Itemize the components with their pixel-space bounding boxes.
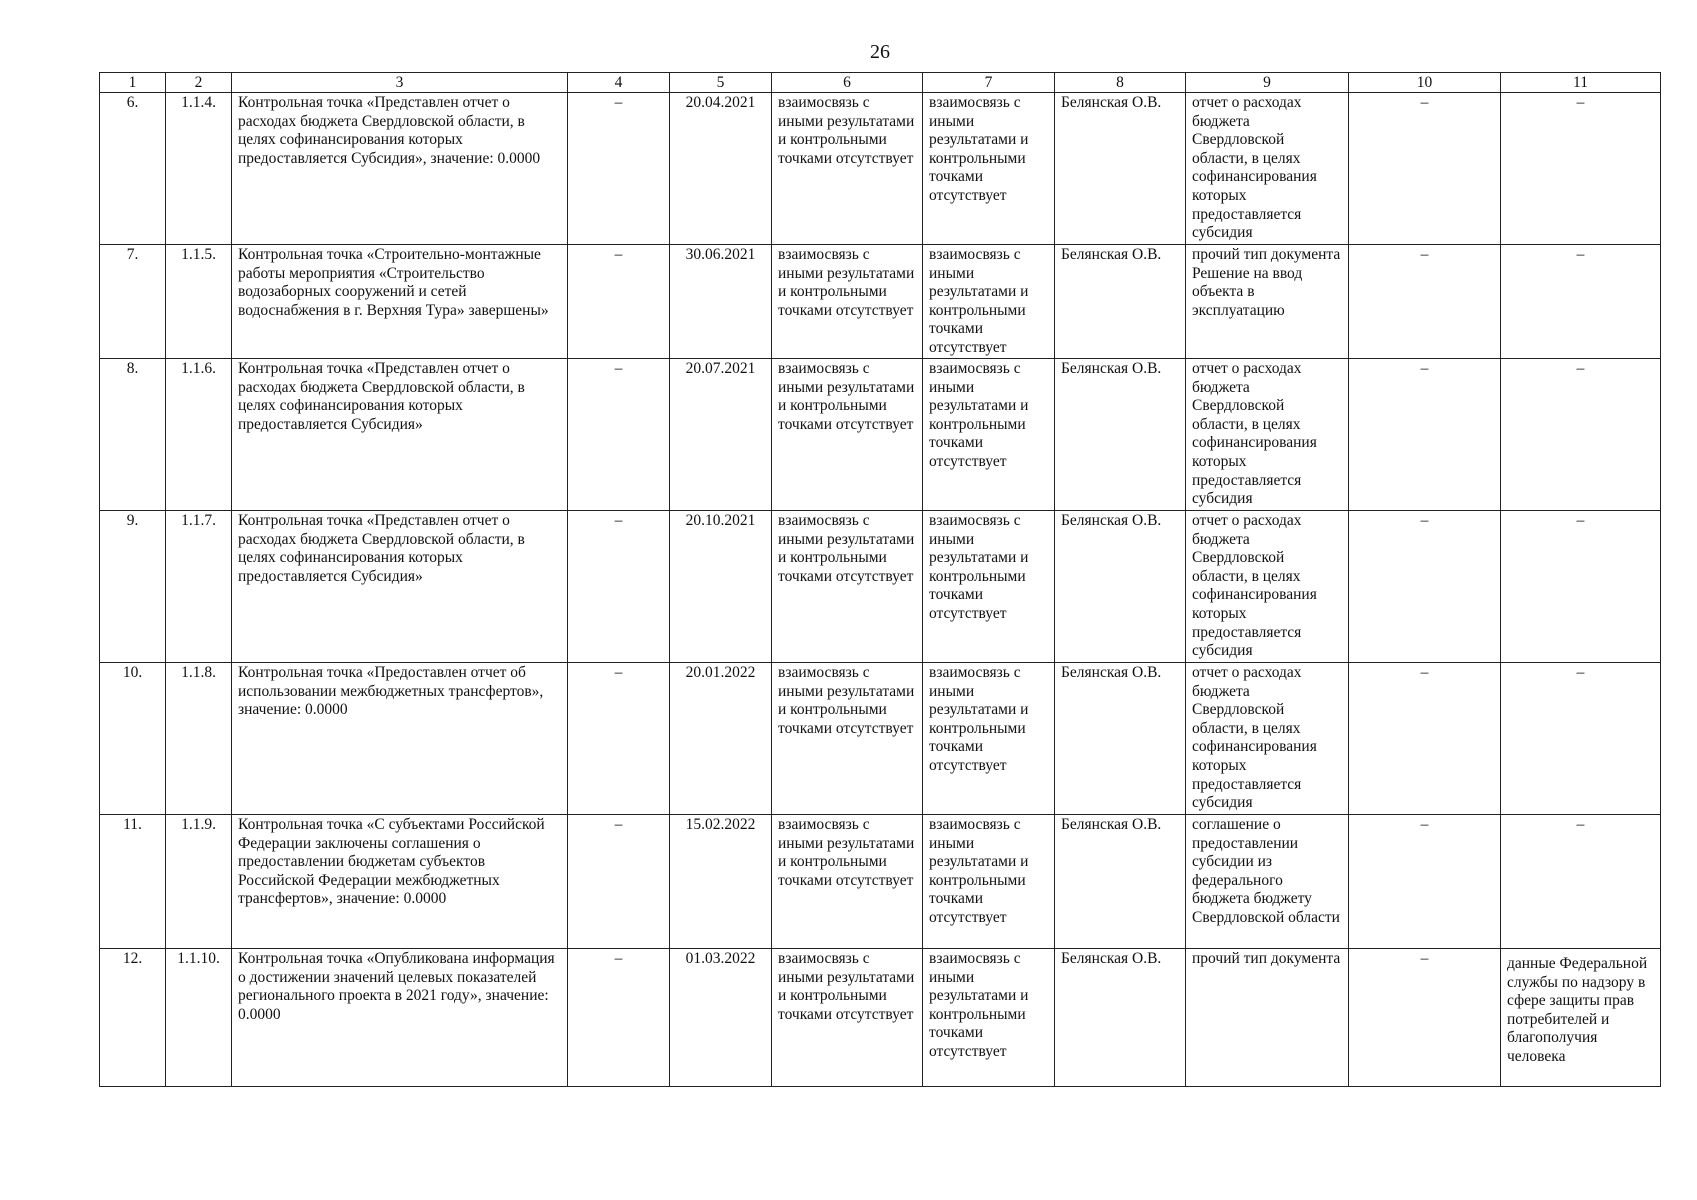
responsible: Белянская О.В. [1055, 949, 1186, 1087]
responsible: Белянская О.В. [1055, 93, 1186, 245]
document-type: соглашение о предоставлении субсидии из федерального бюджета бюджету Свердловской области [1186, 815, 1349, 949]
row-code: 1.1.4. [166, 93, 232, 245]
header-cell: 3 [232, 73, 568, 93]
table-row [100, 511, 1661, 663]
row-number: 10. [100, 663, 166, 815]
col11-value: – [1501, 245, 1661, 359]
control-point-name: Контрольная точка «Представлен отчет о расходах бюджета Свердловской области, в целях софинансирования которых предоставляется Субсидия», значение: 0.0000 [232, 93, 568, 245]
row-code: 1.1.7. [166, 511, 232, 663]
due-date: 20.07.2021 [670, 359, 772, 511]
row-number: 8. [100, 359, 166, 511]
link-prev: взаимосвязь с иными результатами и контрольными точками отсутствует [772, 815, 923, 949]
document-type: отчет о расходах бюджета Свердловской области, в целях софинансирования которых предоставляется субсидия [1186, 663, 1349, 815]
link-next: взаимосвязь с иными результатами и контрольными точками отсутствует [923, 93, 1055, 245]
table-row [100, 815, 1661, 949]
col4-value: – [568, 93, 670, 245]
link-prev: взаимосвязь с иными результатами и контрольными точками отсутствует [772, 511, 923, 663]
header-row [100, 73, 1661, 93]
control-point-name: Контрольная точка «Предоставлен отчет об использовании межбюджетных трансфертов», значение: 0.0000 [232, 663, 568, 815]
row-code: 1.1.5. [166, 245, 232, 359]
link-prev: взаимосвязь с иными результатами и контрольными точками отсутствует [772, 245, 923, 359]
row-code: 1.1.10. [166, 949, 232, 1087]
header-cell: 4 [568, 73, 670, 93]
col4-value: – [568, 949, 670, 1087]
header-cell: 6 [772, 73, 923, 93]
col11-value: – [1501, 663, 1661, 815]
control-point-name: Контрольная точка «С субъектами Российской Федерации заключены соглашения о предоставлении бюджетам субъектов Российской Федерации межбюджетных трансфертов», значение: 0.0000 [232, 815, 568, 949]
table-row [100, 949, 1661, 1087]
col11-value: – [1501, 359, 1661, 511]
document-type: отчет о расходах бюджета Свердловской области, в целях софинансирования которых предоставляется субсидия [1186, 511, 1349, 663]
due-date: 20.04.2021 [670, 93, 772, 245]
link-next: взаимосвязь с иными результатами и контрольными точками отсутствует [923, 949, 1055, 1087]
page-number: 26 [870, 41, 890, 63]
responsible: Белянская О.В. [1055, 663, 1186, 815]
table-row [100, 93, 1661, 245]
due-date: 01.03.2022 [670, 949, 772, 1087]
header-cell: 11 [1501, 73, 1661, 93]
row-number: 6. [100, 93, 166, 245]
due-date: 20.10.2021 [670, 511, 772, 663]
document-type: отчет о расходах бюджета Свердловской области, в целях софинансирования которых предоставляется субсидия [1186, 359, 1349, 511]
row-number: 9. [100, 511, 166, 663]
link-next: взаимосвязь с иными результатами и контрольными точками отсутствует [923, 511, 1055, 663]
due-date: 30.06.2021 [670, 245, 772, 359]
header-cell: 5 [670, 73, 772, 93]
col4-value: – [568, 359, 670, 511]
row-code: 1.1.6. [166, 359, 232, 511]
header-cell: 2 [166, 73, 232, 93]
header-cell: 9 [1186, 73, 1349, 93]
control-point-name: Контрольная точка «Опубликована информация о достижении значений целевых показателей регионального проекта в 2021 году», значение: 0.0000 [232, 949, 568, 1087]
row-number: 12. [100, 949, 166, 1087]
link-prev: взаимосвязь с иными результатами и контрольными точками отсутствует [772, 359, 923, 511]
col11-value: – [1501, 815, 1661, 949]
table-row [100, 663, 1661, 815]
row-code: 1.1.9. [166, 815, 232, 949]
responsible: Белянская О.В. [1055, 815, 1186, 949]
col10-value: – [1349, 815, 1501, 949]
table-row [100, 359, 1661, 511]
document-type: отчет о расходах бюджета Свердловской области, в целях софинансирования которых предоставляется субсидия [1186, 93, 1349, 245]
header-cell: 1 [100, 73, 166, 93]
col10-value: – [1349, 93, 1501, 245]
link-prev: взаимосвязь с иными результатами и контрольными точками отсутствует [772, 663, 923, 815]
col4-value: – [568, 815, 670, 949]
col10-value: – [1349, 949, 1501, 1087]
link-next: взаимосвязь с иными результатами и контрольными точками отсутствует [923, 663, 1055, 815]
col11-value: – [1501, 511, 1661, 663]
header-cell: 7 [923, 73, 1055, 93]
col4-value: – [568, 245, 670, 359]
responsible: Белянская О.В. [1055, 245, 1186, 359]
control-point-name: Контрольная точка «Представлен отчет о расходах бюджета Свердловской области, в целях софинансирования которых предоставляется Субсидия» [232, 359, 568, 511]
col10-value: – [1349, 245, 1501, 359]
row-code: 1.1.8. [166, 663, 232, 815]
due-date: 20.01.2022 [670, 663, 772, 815]
responsible: Белянская О.В. [1055, 511, 1186, 663]
link-next: взаимосвязь с иными результатами и контрольными точками отсутствует [923, 245, 1055, 359]
col10-value: – [1349, 511, 1501, 663]
document-type: прочий тип документа [1186, 949, 1349, 1087]
table-row [100, 245, 1661, 359]
header-cell: 8 [1055, 73, 1186, 93]
due-date: 15.02.2022 [670, 815, 772, 949]
col10-value: – [1349, 663, 1501, 815]
header-cell: 10 [1349, 73, 1501, 93]
document-type: прочий тип документа Решение на ввод объекта в эксплуатацию [1186, 245, 1349, 359]
link-next: взаимосвязь с иными результатами и контрольными точками отсутствует [923, 359, 1055, 511]
col10-value: – [1349, 359, 1501, 511]
responsible: Белянская О.В. [1055, 359, 1186, 511]
col4-value: – [568, 663, 670, 815]
link-prev: взаимосвязь с иными результатами и контрольными точками отсутствует [772, 949, 923, 1087]
control-point-name: Контрольная точка «Представлен отчет о расходах бюджета Свердловской области, в целях софинансирования которых предоставляется Субсидия» [232, 511, 568, 663]
control-points-table [99, 72, 1661, 1087]
link-next: взаимосвязь с иными результатами и контрольными точками отсутствует [923, 815, 1055, 949]
col4-value: – [568, 511, 670, 663]
row-number: 7. [100, 245, 166, 359]
control-point-name: Контрольная точка «Строительно-монтажные работы мероприятия «Строительство водозаборных сооружений и сетей водоснабжения в г. Верхняя Тура» завершены» [232, 245, 568, 359]
row-number: 11. [100, 815, 166, 949]
col11-value: данные Федеральной службы по надзору в сфере защиты прав потребителей и благополучия человека [1501, 949, 1661, 1087]
col11-value: – [1501, 93, 1661, 245]
link-prev: взаимосвязь с иными результатами и контрольными точками отсутствует [772, 93, 923, 245]
